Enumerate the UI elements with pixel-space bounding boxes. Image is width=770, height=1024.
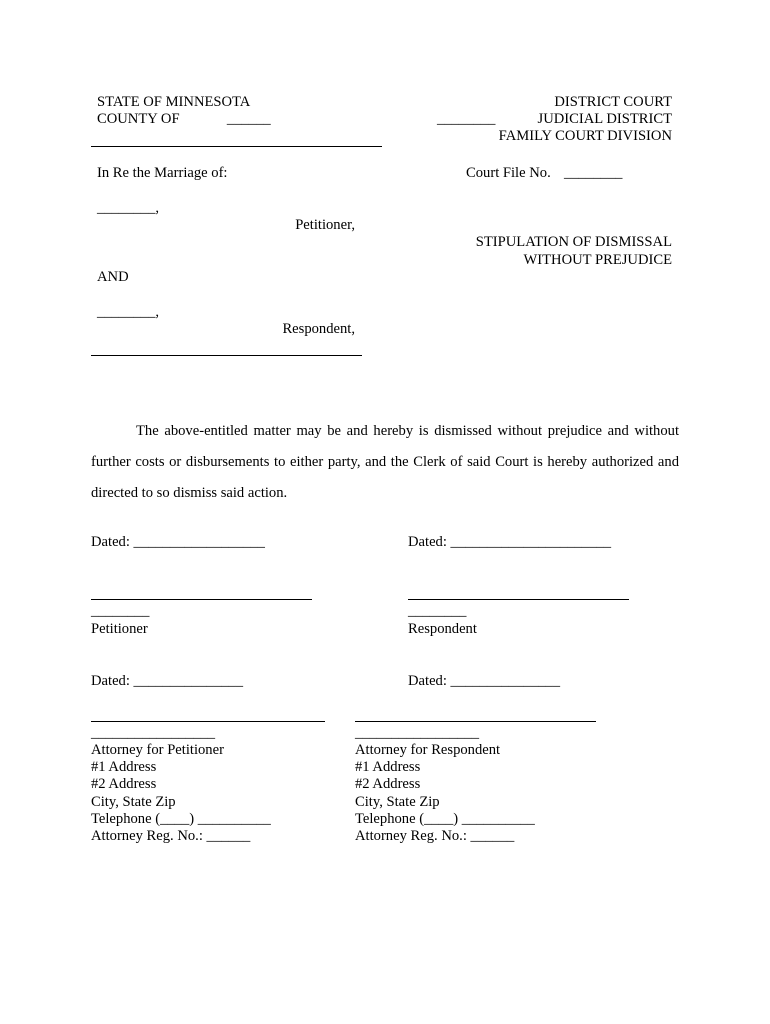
- document-title-line1: STIPULATION OF DISMISSAL: [475, 234, 672, 250]
- petitioner-signature-line: [91, 599, 312, 600]
- and-label: AND: [97, 269, 129, 285]
- judicial-district-label: JUDICIAL DISTRICT: [537, 111, 672, 127]
- respondent-role-label: Respondent: [408, 621, 477, 637]
- attorney-petitioner-address2: #2 Address: [91, 776, 157, 792]
- division-label: FAMILY COURT DIVISION: [498, 128, 672, 144]
- attorney-petitioner-signature-line: [91, 721, 325, 722]
- respondent-role: Respondent,: [282, 321, 355, 337]
- respondent-dated: Dated: ______________________: [408, 534, 612, 550]
- petitioner-name-line: ________: [91, 603, 150, 619]
- attorney-respondent-title: Attorney for Respondent: [355, 742, 501, 758]
- county-blank: ______: [226, 111, 271, 127]
- petitioner-dated: Dated: __________________: [91, 534, 265, 550]
- court-file-label: Court File No.: [466, 165, 551, 181]
- petitioner-name-blank: ________,: [97, 200, 160, 216]
- header-divider: [91, 146, 382, 147]
- attorney-respondent-name-line: _________________: [355, 725, 480, 741]
- petitioner-role-label: Petitioner: [91, 621, 148, 637]
- attorney-petitioner-telephone: Telephone (____) __________: [91, 811, 271, 827]
- attorney-respondent-reg-no: Attorney Reg. No.: ______: [355, 828, 515, 844]
- respondent-signature-line: [408, 599, 629, 600]
- attorney-respondent-dated: Dated: _______________: [408, 673, 561, 689]
- attorney-petitioner-address1: #1 Address: [91, 759, 157, 775]
- body-paragraph-text: The above-entitled matter may be and hereby is dismissed without prejudice and without further costs or disbursements to either party, and the Clerk of said Court is hereby authorized and directed to so dismiss said action.: [91, 423, 679, 501]
- caption-divider: [91, 355, 362, 356]
- body-paragraph: [91, 416, 679, 509]
- court-file-blank: ________: [564, 165, 623, 181]
- attorney-petitioner-name-line: _________________: [91, 725, 216, 741]
- court-label: DISTRICT COURT: [554, 94, 672, 110]
- county-line: [97, 111, 271, 128]
- respondent-name-blank: ________,: [97, 304, 160, 320]
- attorney-respondent-address1: #1 Address: [355, 759, 421, 775]
- respondent-name-line: ________: [408, 603, 467, 619]
- attorney-petitioner-reg-no: Attorney Reg. No.: ______: [91, 828, 251, 844]
- county-label: COUNTY OF: [97, 111, 180, 127]
- attorney-respondent-address2: #2 Address: [355, 776, 421, 792]
- attorney-respondent-telephone: Telephone (____) __________: [355, 811, 535, 827]
- attorney-petitioner-title: Attorney for Petitioner: [91, 742, 224, 758]
- petitioner-role: Petitioner,: [295, 217, 355, 233]
- district-blank: ________: [437, 111, 496, 127]
- attorney-petitioner-city: City, State Zip: [91, 794, 176, 810]
- attorney-respondent-city: City, State Zip: [355, 794, 440, 810]
- attorney-respondent-signature-line: [355, 721, 596, 722]
- in-re-label: In Re the Marriage of:: [97, 165, 228, 181]
- document-title-line2: WITHOUT PREJUDICE: [523, 252, 672, 268]
- state-label: STATE OF MINNESOTA: [97, 94, 251, 110]
- attorney-petitioner-dated: Dated: _______________: [91, 673, 244, 689]
- court-file-line: [466, 165, 622, 182]
